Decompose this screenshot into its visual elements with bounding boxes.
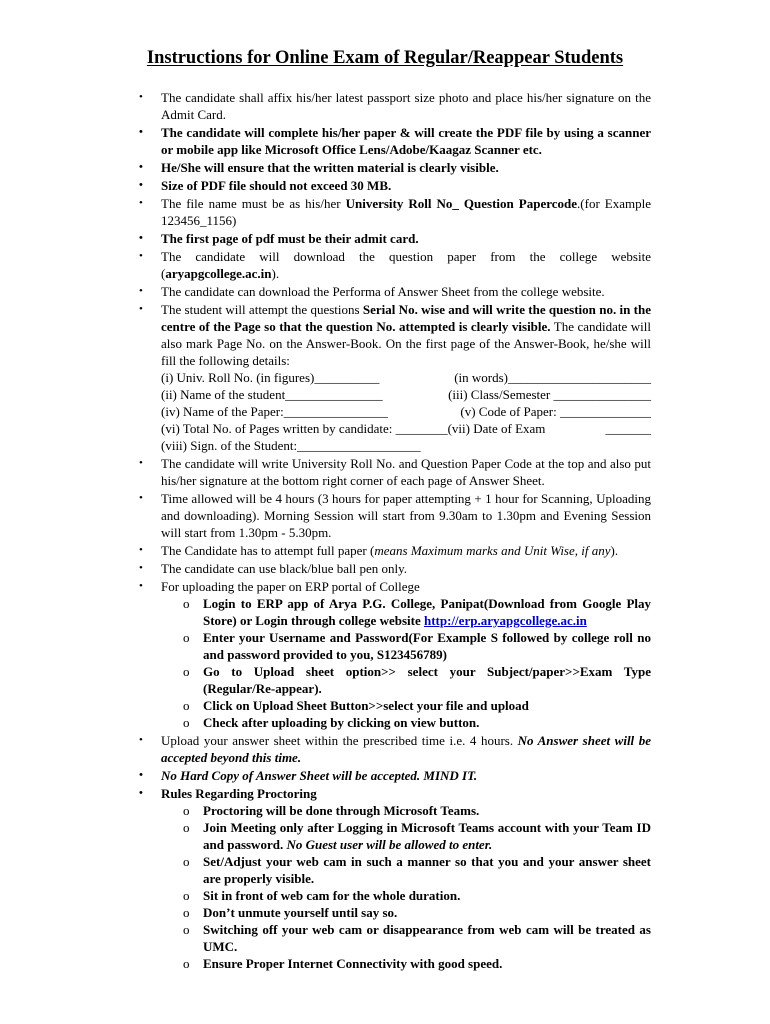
list-item: • Upload your answer sheet within the prescribed time i.e. 4 hours. No Answer sheet will be accepted beyond this time. (139, 733, 651, 765)
sub-item: o Join Meeting only after Logging in Microsoft Teams account with your Team ID and password. No Guest user will be allowed to enter. (183, 820, 651, 852)
proctoring-rules (161, 802, 651, 972)
list-item: • The candidate can use black/blue ball pen only. (139, 561, 408, 576)
list-item: • No Hard Copy of Answer Sheet will be accepted. MIND IT. (139, 768, 478, 783)
sub-item: o Don’t unmute yourself until say so. (183, 905, 398, 920)
sub-item: o Proctoring will be done through Microsoft Teams. (183, 803, 480, 818)
sub-item: o Switching off your web cam or disappearance from web cam will be treated as UMC. (183, 922, 651, 954)
form-line: (viii) Sign. of the Student:___________________ (161, 438, 421, 453)
list-item: • The first page of pdf must be their admit card. (139, 231, 419, 246)
list-item: • He/She will ensure that the written material is clearly visible. (139, 160, 499, 175)
list-item: • The file name must be as his/her University Roll No_ Question Papercode.(for Example 123456_1156) (139, 196, 651, 228)
erp-link[interactable]: http://erp.aryapgcollege.ac.in (424, 613, 587, 628)
sub-item: o Enter your Username and Password(For Example S followed by college roll no and password provided to you, S123456789) (183, 630, 651, 662)
list-item: • Size of PDF file should not exceed 30 MB. (139, 178, 392, 193)
list-item: • The Candidate has to attempt full paper (means Maximum marks and Unit Wise, if any). (139, 543, 619, 558)
list-item: • Time allowed will be 4 hours (3 hours for paper attempting + 1 hour for Scanning, Uploading and downloading). Morning Session will start from 9.30am to 1.30pm and Evening Session will start from 1.30pm - 5.30pm. (139, 491, 651, 540)
list-item: • The candidate can download the Performa of Answer Sheet from the college website. (139, 284, 605, 299)
form-line: (ii) Name of the student_______________ (iii) Class/Semester _______________ (161, 387, 651, 402)
list-item: • For uploading the paper on ERP portal of College o Login to ERP app of Arya P.G. College, Panipat(Download from Google Play Store) or Login through college website http://erp.aryapgcollege.ac.in o Enter your Username and Password(For Example S followed by college roll no and password provided to you, S123456789) o Go to Upload sheet option>> select your Subject/paper>>Exam Type (Regular/Re-appear). o Click on Upload Sheet Button>>select your file and upload o Check after uploading by clicking on view button. (139, 579, 651, 730)
erp-steps (161, 595, 651, 731)
sub-item: o Login to ERP app of Arya P.G. College, Panipat(Download from Google Play Store) or Login through college website http://erp.aryapgcollege.ac.in (183, 596, 651, 628)
list-item: • Rules Regarding Proctoring o Proctoring will be done through Microsoft Teams. o Join Meeting only after Logging in Microsoft Teams account with your Team ID and password. No Guest user will be allowed to enter. o Set/Adjust your web cam in such a manner so that you and your answer sheet are properly visible. o Sit in front of web cam for the whole duration. o Don’t unmute yourself until say so. o Switching off your web cam or disappearance from web cam will be treated as UMC. o Ensure Proper Internet Connectivity with good speed. (139, 786, 651, 971)
sub-item: o Go to Upload sheet option>> select your Subject/paper>>Exam Type (Regular/Re-appear). (183, 664, 651, 696)
sub-item: o Ensure Proper Internet Connectivity with good speed. (183, 956, 503, 971)
sub-item: o Set/Adjust your web cam in such a manner so that you and your answer sheet are properly visible. (183, 854, 651, 886)
list-item: • The student will attempt the questions Serial No. wise and will write the question no. in the centre of the Page so that the question No. attempted is clearly visible. The candidate will also mark Page No. on the Answer-Book. On the first page of the Answer-Book, he/she will fill the following details: (i) Univ. Roll No. (in figures)__________ (in words)______________________ (ii) Name of the student_______________ (iii) Class/Semester _______________ (iv) Name of the Paper:________________ (v) Code of Paper: ______________ (vi) Total No. of Pages written by candidate: ________(vii) Date of Exam _______ (viii) Sign. of the Student:___________________ (139, 302, 651, 453)
sub-item: o Click on Upload Sheet Button>>select your file and upload (183, 698, 529, 713)
form-line: (i) Univ. Roll No. (in figures)__________ (in words)______________________ (161, 370, 651, 385)
list-item-text: The student will attempt the questions Serial No. wise and will write the question no. in the centre of the Page so that the question No. attempted is clearly visible. The candidate will also mark Page No. on the Answer-Book. On the first page of the Answer-Book, he/she will fill the following details: (161, 302, 651, 368)
form-line: (vi) Total No. of Pages written by candidate: ________(vii) Date of Exam _______ (161, 421, 651, 436)
list-item: • The candidate will download the question paper from the college website (aryapgcollege.ac.in). (139, 249, 651, 281)
form-line: (iv) Name of the Paper:________________ (v) Code of Paper: ______________ (161, 404, 651, 419)
instruction-list (139, 89, 651, 973)
list-item: • The candidate shall affix his/her latest passport size photo and place his/her signature on the Admit Card. (139, 90, 651, 122)
page-title: Instructions for Online Exam of Regular/Reappear Students (146, 48, 624, 68)
sub-item: o Check after uploading by clicking on view button. (183, 715, 480, 730)
list-item: • The candidate will complete his/her paper & will create the PDF file by using a scanner or mobile app like Microsoft Office Lens/Adobe/Kaagaz Scanner etc. (139, 125, 651, 157)
sub-item: o Sit in front of web cam for the whole duration. (183, 888, 461, 903)
list-item: • The candidate will write University Roll No. and Question Paper Code at the top and also put his/her signature at the bottom right corner of each page of Answer Sheet. (139, 456, 651, 488)
